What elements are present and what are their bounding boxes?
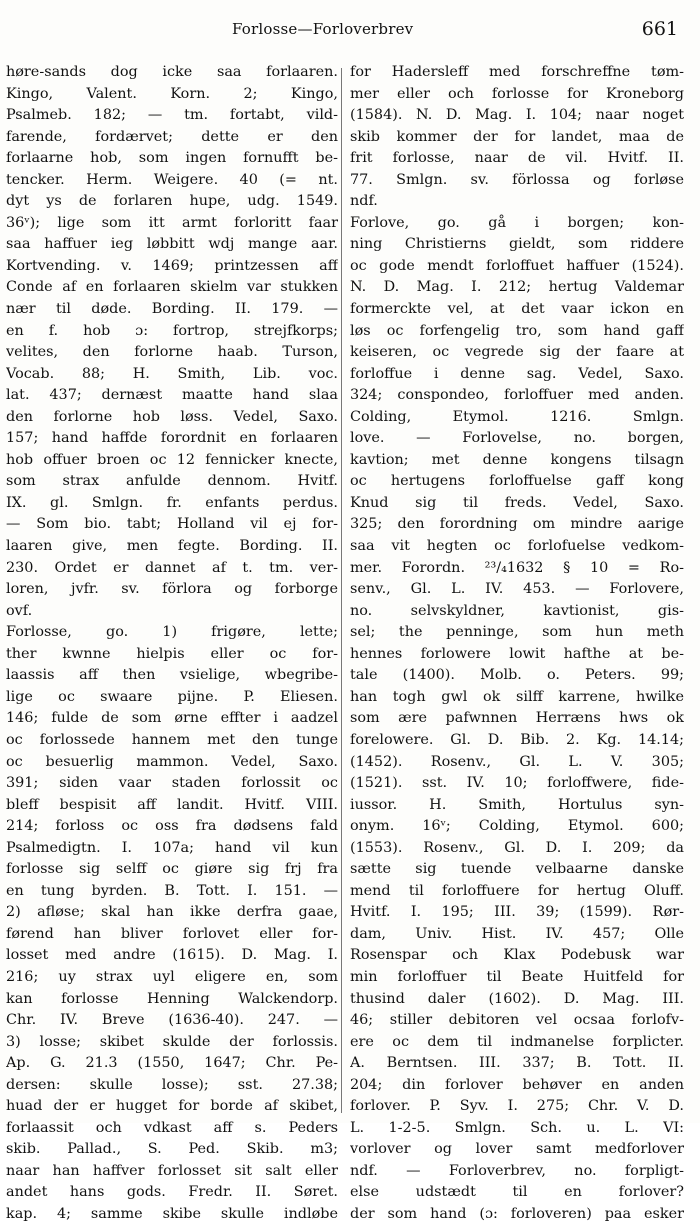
text-line: mer eller och forlosse for Kroneborg	[350, 85, 684, 102]
text-line: farende, fordærvet; dette er den	[6, 128, 338, 145]
text-line: L. 1-2-5. Smlgn. Sch. u. L. VI:	[350, 1119, 684, 1136]
text-line: den forlorne hob løss. Vedel, Saxo.	[6, 408, 338, 425]
text-line: dyt ys de forlaren hupe, udg. 1549.	[6, 193, 338, 210]
text-line: lat. 437; dernæst maatte hand slaa	[6, 387, 338, 404]
text-line: tencker. Herm. Weigere. 40 (= nt.	[6, 171, 338, 188]
text-line: no. selvskyldner, kavtionist, gis-	[350, 602, 684, 619]
text-line: Psalmeb. 182; — tm. fortabt, vild-	[6, 107, 338, 124]
text-line: 36ᵛ); lige som itt armt forloritt faar	[6, 214, 338, 231]
text-line: iussor. H. Smith, Hortulus syn-	[350, 796, 684, 813]
text-line: else udstædt til en forlover?	[350, 1184, 684, 1201]
text-line: Knud sig til freds. Vedel, Saxo.	[350, 494, 684, 511]
text-line: Ap. G. 21.3 (1550, 1647; Chr. Pe-	[6, 1055, 338, 1072]
text-line: dersen: skulle losse); sst. 27.38;	[6, 1076, 338, 1093]
text-line: Vocab. 88; H. Smith, Lib. voc.	[6, 365, 338, 382]
text-line: forlaarne hob, som ingen fornufft be-	[6, 150, 338, 167]
text-line: 204; din forlover behøver en anden	[350, 1076, 684, 1093]
text-line: 3) losse; skibet skulde der forlossis.	[6, 1033, 338, 1050]
text-line: saa haffuer ieg løbbitt wdj mange aar.	[6, 236, 338, 253]
page-number: 661	[641, 18, 678, 40]
text-line: Rosenspar och Klax Podebusk war	[350, 947, 684, 964]
text-line: sætte sig tuende velbaarne danske	[350, 861, 684, 878]
page-header	[0, 18, 700, 44]
text-line: løs oc forfengelig tro, som hand gaff	[350, 322, 684, 339]
text-line: 146; fulde de som ørne effter i aadzel	[6, 710, 338, 727]
text-line: høre-sands dog icke saa forlaaren.	[6, 64, 338, 80]
text-line: oc hertugens forloffuelse gaff kong	[350, 473, 684, 490]
text-line: tale (1400). Molb. o. Peters. 99;	[350, 667, 684, 684]
text-line: saa vit hegten oc forlofuelse vedkom-	[350, 538, 684, 555]
text-line: 157; hand haffde forordnit en forlaaren	[6, 430, 338, 447]
text-line: nær til døde. Bording. II. 179. —	[6, 301, 338, 318]
text-line: 77. Smlgn. sv. förlossa og forløse	[350, 171, 684, 188]
text-line: ning Christierns gieldt, som riddere	[350, 236, 684, 253]
text-line: oc gode mendt forloffuet haffuer (1524).	[350, 257, 684, 274]
text-line: skib. Pallad., S. Ped. Skib. m3;	[6, 1141, 338, 1158]
text-line: ndf. — Forloverbrev, no. forpligt-	[350, 1162, 684, 1179]
text-line: forlosse sig selff oc giøre sig frj fra	[6, 861, 338, 878]
text-line: onym. 16ᵛ; Colding, Etymol. 600;	[350, 818, 684, 835]
text-line: dam, Univ. Hist. IV. 457; Olle	[350, 925, 684, 942]
text-line: oc besuerlig mammon. Vedel, Saxo.	[6, 753, 338, 770]
text-line: laaren give, men fegte. Bording. II.	[6, 538, 338, 555]
text-line: hennes forlowere lowit hafthe at be-	[350, 645, 684, 662]
text-line: ovf.	[6, 602, 33, 619]
text-line: der som hand (ɔ: forloveren) paa esker	[350, 1205, 684, 1222]
text-line: IX. gl. Smlgn. fr. enfants perdus.	[6, 494, 338, 511]
text-line: vorlover og lover samt medforlover	[350, 1141, 684, 1158]
text-line: Conde af en forlaaren skielm var stukken	[6, 279, 338, 296]
text-line: 391; siden vaar staden forlossit oc	[6, 775, 338, 792]
text-line: 214; forloss oc oss fra dødsens fald	[6, 818, 338, 835]
text-line: andet hans gods. Fredr. II. Søret.	[6, 1184, 338, 1201]
text-line: for Hadersleff med forschreffne tøm-	[350, 64, 684, 80]
text-line: 325; den forordning om mindre aarige	[350, 516, 684, 533]
text-line: som strax anfulde dennom. Hvitf.	[6, 473, 338, 490]
text-line: som ære pafwnnen Herræns hws ok	[350, 710, 684, 727]
text-line: mend til forloffuere for hertug Oluff.	[350, 882, 684, 899]
text-line: (1521). sst. IV. 10; forloffwere, fide-	[350, 775, 684, 792]
text-line: A. Berntsen. III. 337; B. Tott. II.	[350, 1055, 684, 1072]
text-line: en tung byrden. B. Tott. I. 151. —	[6, 882, 338, 899]
text-line: ere oc dem til indmanelse forplicter.	[350, 1033, 684, 1050]
text-line: thusind daler (1602). D. Mag. III.	[350, 990, 684, 1007]
column-divider	[341, 68, 342, 1113]
text-line: loren, jvfr. sv. förlora og forborge	[6, 581, 338, 598]
text-line: (1553). Rosenv., Gl. D. I. 209; da	[350, 839, 684, 856]
text-line: han togh gwl ok silff karrene, hwilke	[350, 688, 684, 705]
text-line: min forloffuer til Beate Huitfeld for	[350, 968, 684, 985]
text-line: Colding, Etymol. 1216. Smlgn.	[350, 408, 684, 425]
text-line: Chr. IV. Breve (1636-40). 247. —	[6, 1012, 338, 1029]
text-line: losset med andre (1615). D. Mag. I.	[6, 947, 338, 964]
text-line: 46; stiller debitoren vel ocsaa forlofv-	[350, 1012, 684, 1029]
text-line: en f. hob ɔ: fortrop, strejfkorps;	[6, 322, 338, 339]
text-line: lige oc swaare pijne. P. Eliesen.	[6, 688, 338, 705]
text-line: ndf.	[350, 193, 378, 210]
text-line: huad der er hugget for borde af skibet,	[6, 1098, 338, 1115]
running-head: Forlosse—Forloverbrev	[232, 20, 414, 38]
text-line: skib kommer der for landet, maa de	[350, 128, 684, 145]
text-line: mer. Forordn. ²³/₄1632 § 10 = Ro-	[350, 559, 684, 576]
text-line: velites, den forlorne haab. Turson,	[6, 344, 338, 361]
text-line: forelowere. Gl. D. Bib. 2. Kg. 14.14;	[350, 731, 684, 748]
text-line: Kingo, Valent. Korn. 2; Kingo,	[6, 85, 338, 102]
text-line: kap. 4; samme skibe skulle indløbe	[6, 1205, 338, 1222]
text-line: sel; the penninge, som hun meth	[350, 624, 684, 641]
text-line: love. — Forlovelse, no. borgen,	[350, 430, 684, 447]
text-line: hob offuer broen oc 12 fennicker knecte,	[6, 451, 338, 468]
text-line: forloffue i denne sag. Vedel, Saxo.	[350, 365, 684, 382]
text-line: keiseren, oc vegrede sig der faare at	[350, 344, 684, 361]
text-line: N. D. Mag. I. 212; hertug Valdemar	[350, 279, 684, 296]
text-line: Forlove, go. gå i borgen; kon-	[350, 214, 684, 231]
text-line: 230. Ordet er dannet af t. tm. ver-	[6, 559, 338, 576]
text-line: laassis aff then vsielige, wbegribe-	[6, 667, 338, 684]
text-line: frit forlosse, naar de vil. Hvitf. II.	[350, 150, 684, 167]
right-column	[350, 62, 684, 1226]
text-line: (1452). Rosenv., Gl. L. V. 305;	[350, 753, 684, 770]
text-line: førend han bliver forlovet eller for-	[6, 925, 338, 942]
text-line: 2) afløse; skal han ikke derfra gaae,	[6, 904, 338, 921]
text-line: — Som bio. tabt; Holland vil ej for-	[6, 516, 338, 533]
text-line: 324; conspondeo, forloffuer med anden.	[350, 387, 684, 404]
text-line: forlaassit och vdkast aff s. Peders	[6, 1119, 338, 1136]
text-line: formerckte vel, at det vaar ickon en	[350, 301, 684, 318]
left-column	[6, 62, 338, 1226]
text-line: kan forlosse Henning Walckendorp.	[6, 990, 338, 1007]
text-line: senv., Gl. L. IV. 453. — Forlovere,	[350, 581, 684, 598]
text-line: kavtion; met denne kongens tilsagn	[350, 451, 684, 468]
text-line: (1584). N. D. Mag. I. 104; naar noget	[350, 107, 684, 124]
text-line: ther kwnne hielpis eller oc for-	[6, 645, 338, 662]
text-line: bleff bespisit aff landit. Hvitf. VIII.	[6, 796, 338, 813]
text-line: Kortvending. v. 1469; printzessen aff	[6, 257, 338, 274]
text-line: Forlosse, go. 1) frigøre, lette;	[6, 624, 338, 641]
text-line: 216; uy strax uyl eligere en, som	[6, 968, 338, 985]
text-line: Psalmedigtn. I. 107a; hand vil kun	[6, 839, 338, 856]
text-line: Hvitf. I. 195; III. 39; (1599). Rør-	[350, 904, 684, 921]
text-line: forlover. P. Syv. I. 275; Chr. V. D.	[350, 1098, 684, 1115]
text-line: oc forlossede hannem met den tunge	[6, 731, 338, 748]
text-line: naar han haffver forlosset sit salt eller	[6, 1162, 338, 1179]
